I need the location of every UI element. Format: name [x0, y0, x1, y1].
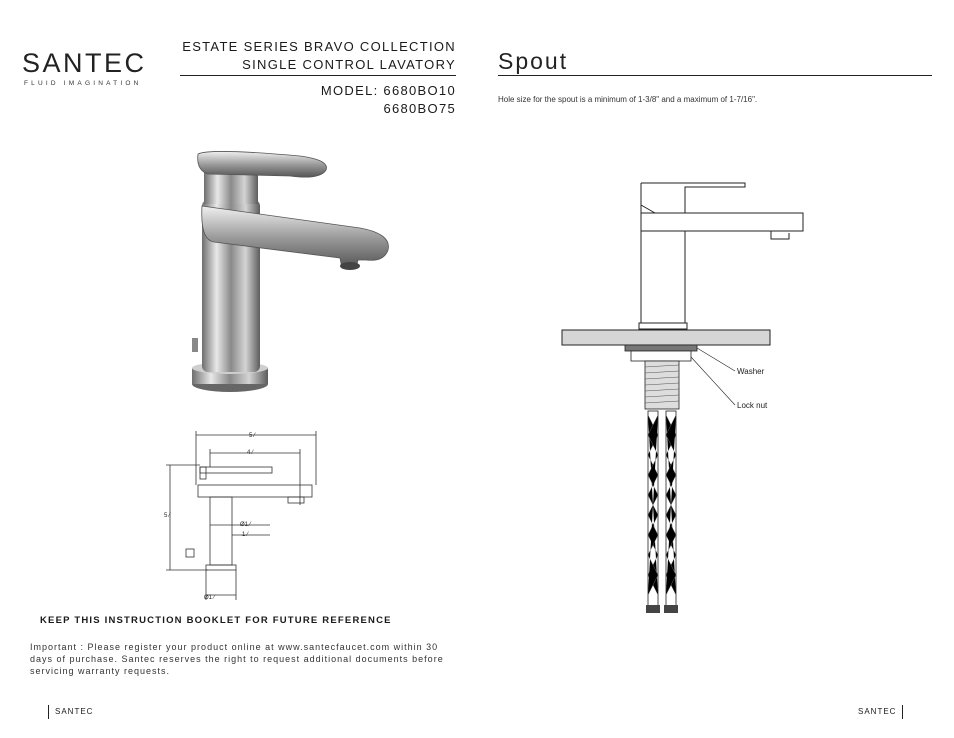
- series-line-2: SINGLE CONTROL LAVATORY: [242, 57, 456, 72]
- model-line-1: MODEL: 6680BO10: [320, 83, 456, 98]
- series-line-1: ESTATE SERIES BRAVO COLLECTION: [182, 39, 456, 54]
- header-divider-left: [180, 75, 456, 76]
- model-line-2: 6680BO75: [383, 101, 456, 116]
- dim-label-diameter: Ø1 ⁄: [240, 522, 251, 528]
- header-divider-right: [498, 75, 932, 76]
- dim-label-one: 1 ⁄: [242, 532, 249, 538]
- countertop-deck: [562, 330, 770, 345]
- footer-brand-right: SANTEC: [858, 705, 903, 719]
- washer-label: Washer: [737, 367, 765, 376]
- series-title: [182, 38, 456, 74]
- washer-leader: [697, 348, 735, 371]
- dimension-drawing: [160, 425, 330, 605]
- lock-nut-label: Lock nut: [737, 401, 768, 410]
- installation-drawing: [555, 175, 815, 620]
- model-numbers: [321, 82, 456, 118]
- faucet-product-image: [180, 140, 400, 400]
- dim-label-height: 5 ⁄: [164, 513, 171, 519]
- hole-size-note: Hole size for the spout is a minimum of 1-3/8" and a maximum of 1-7/16".: [498, 95, 758, 104]
- brand-tagline: FLUID IMAGINATION: [24, 80, 142, 87]
- footer-brand-left: SANTEC: [48, 705, 93, 719]
- dim-label-reach: 4 ⁄: [247, 450, 254, 456]
- washer: [625, 345, 697, 351]
- keep-booklet-notice: KEEP THIS INSTRUCTION BOOKLET FOR FUTURE REFERENCE: [40, 615, 392, 626]
- dim-label-base: Ø1 ⁄: [204, 595, 215, 601]
- registration-note: Important : Please register your product online at www.santecfaucet.com within 30 days of purchase. Santec reserves the right to request additional documents before servicing warranty requests.: [30, 642, 444, 676]
- lock-nut-leader: [691, 357, 735, 405]
- lock-nut: [631, 351, 691, 361]
- section-title: Spout: [498, 48, 569, 74]
- dim-label-top: 5 ⁄: [249, 433, 256, 439]
- brand-logo: SANTEC: [22, 48, 147, 78]
